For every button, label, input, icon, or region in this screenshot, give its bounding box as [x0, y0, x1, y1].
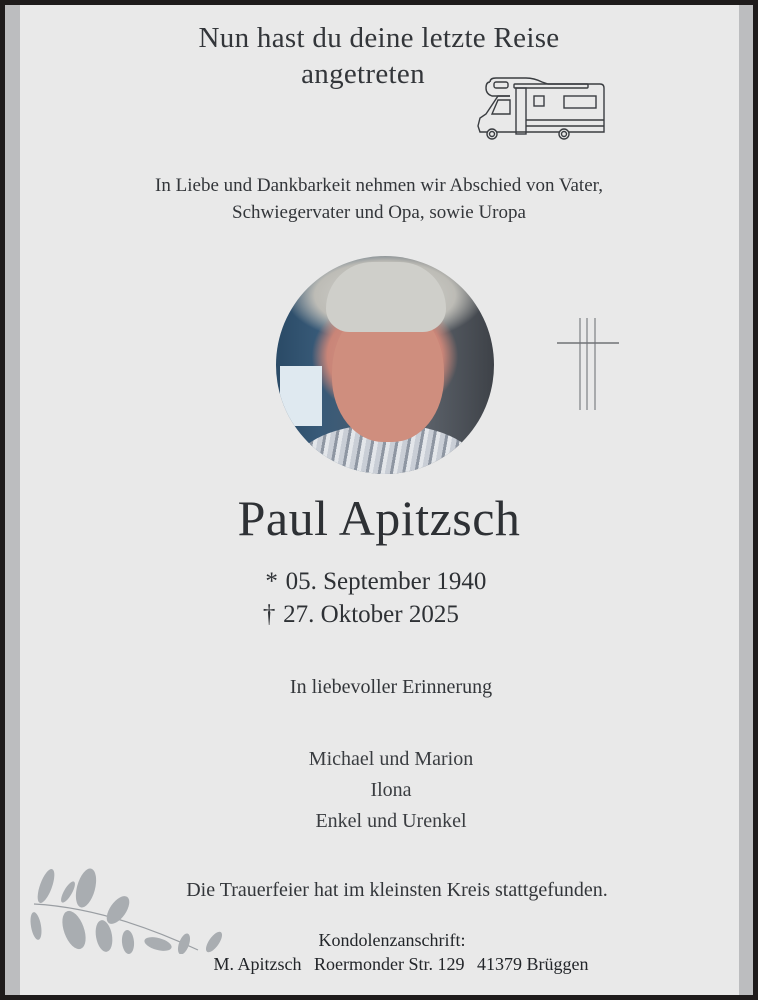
funeral-note: Die Trauerfeier hat im kleinsten Kreis stattgefunden.	[186, 879, 608, 901]
family-list	[12, 744, 758, 837]
headline-line2: angetreten	[301, 58, 425, 90]
headline	[0, 20, 758, 92]
photo-hair	[326, 262, 446, 332]
deceased-name: Paul Apitzsch	[237, 490, 521, 546]
family-member: Michael und Marion	[308, 748, 474, 770]
family-member: Enkel und Urenkel	[315, 810, 467, 832]
condolence-city: 41379 Brüggen	[477, 954, 589, 974]
death-date-row	[0, 598, 758, 631]
triple-cross-icon	[555, 316, 621, 412]
death-date: 27. Oktober 2025	[283, 601, 459, 628]
intro-line2: Schwiegervater und Opa, sowie Uropa	[232, 202, 526, 223]
birth-star-icon: *	[265, 568, 278, 595]
intro-text	[0, 172, 758, 226]
birth-date: 05. September 1940	[285, 568, 487, 595]
birth-date-row	[0, 565, 758, 598]
death-cross-icon: †	[262, 601, 276, 628]
condolence-address	[22, 928, 758, 976]
condolence-street: Roermonder Str. 129	[314, 954, 465, 974]
photo-background-window	[280, 366, 322, 426]
condolence-address-line	[22, 952, 758, 976]
intro-line1: In Liebe und Dankbarkeit nehmen wir Abschied von Vater,	[155, 175, 603, 196]
camper-van-icon	[476, 74, 608, 146]
condolence-name: M. Apitzsch	[213, 954, 302, 974]
life-dates	[0, 565, 758, 631]
portrait-photo	[276, 256, 494, 474]
memory-line: In liebevoller Erinnerung	[289, 676, 493, 698]
family-member: Ilona	[370, 779, 412, 801]
condolence-label: Kondolenzanschrift:	[318, 930, 466, 950]
headline-line1: Nun hast du deine letzte Reise	[198, 22, 560, 54]
